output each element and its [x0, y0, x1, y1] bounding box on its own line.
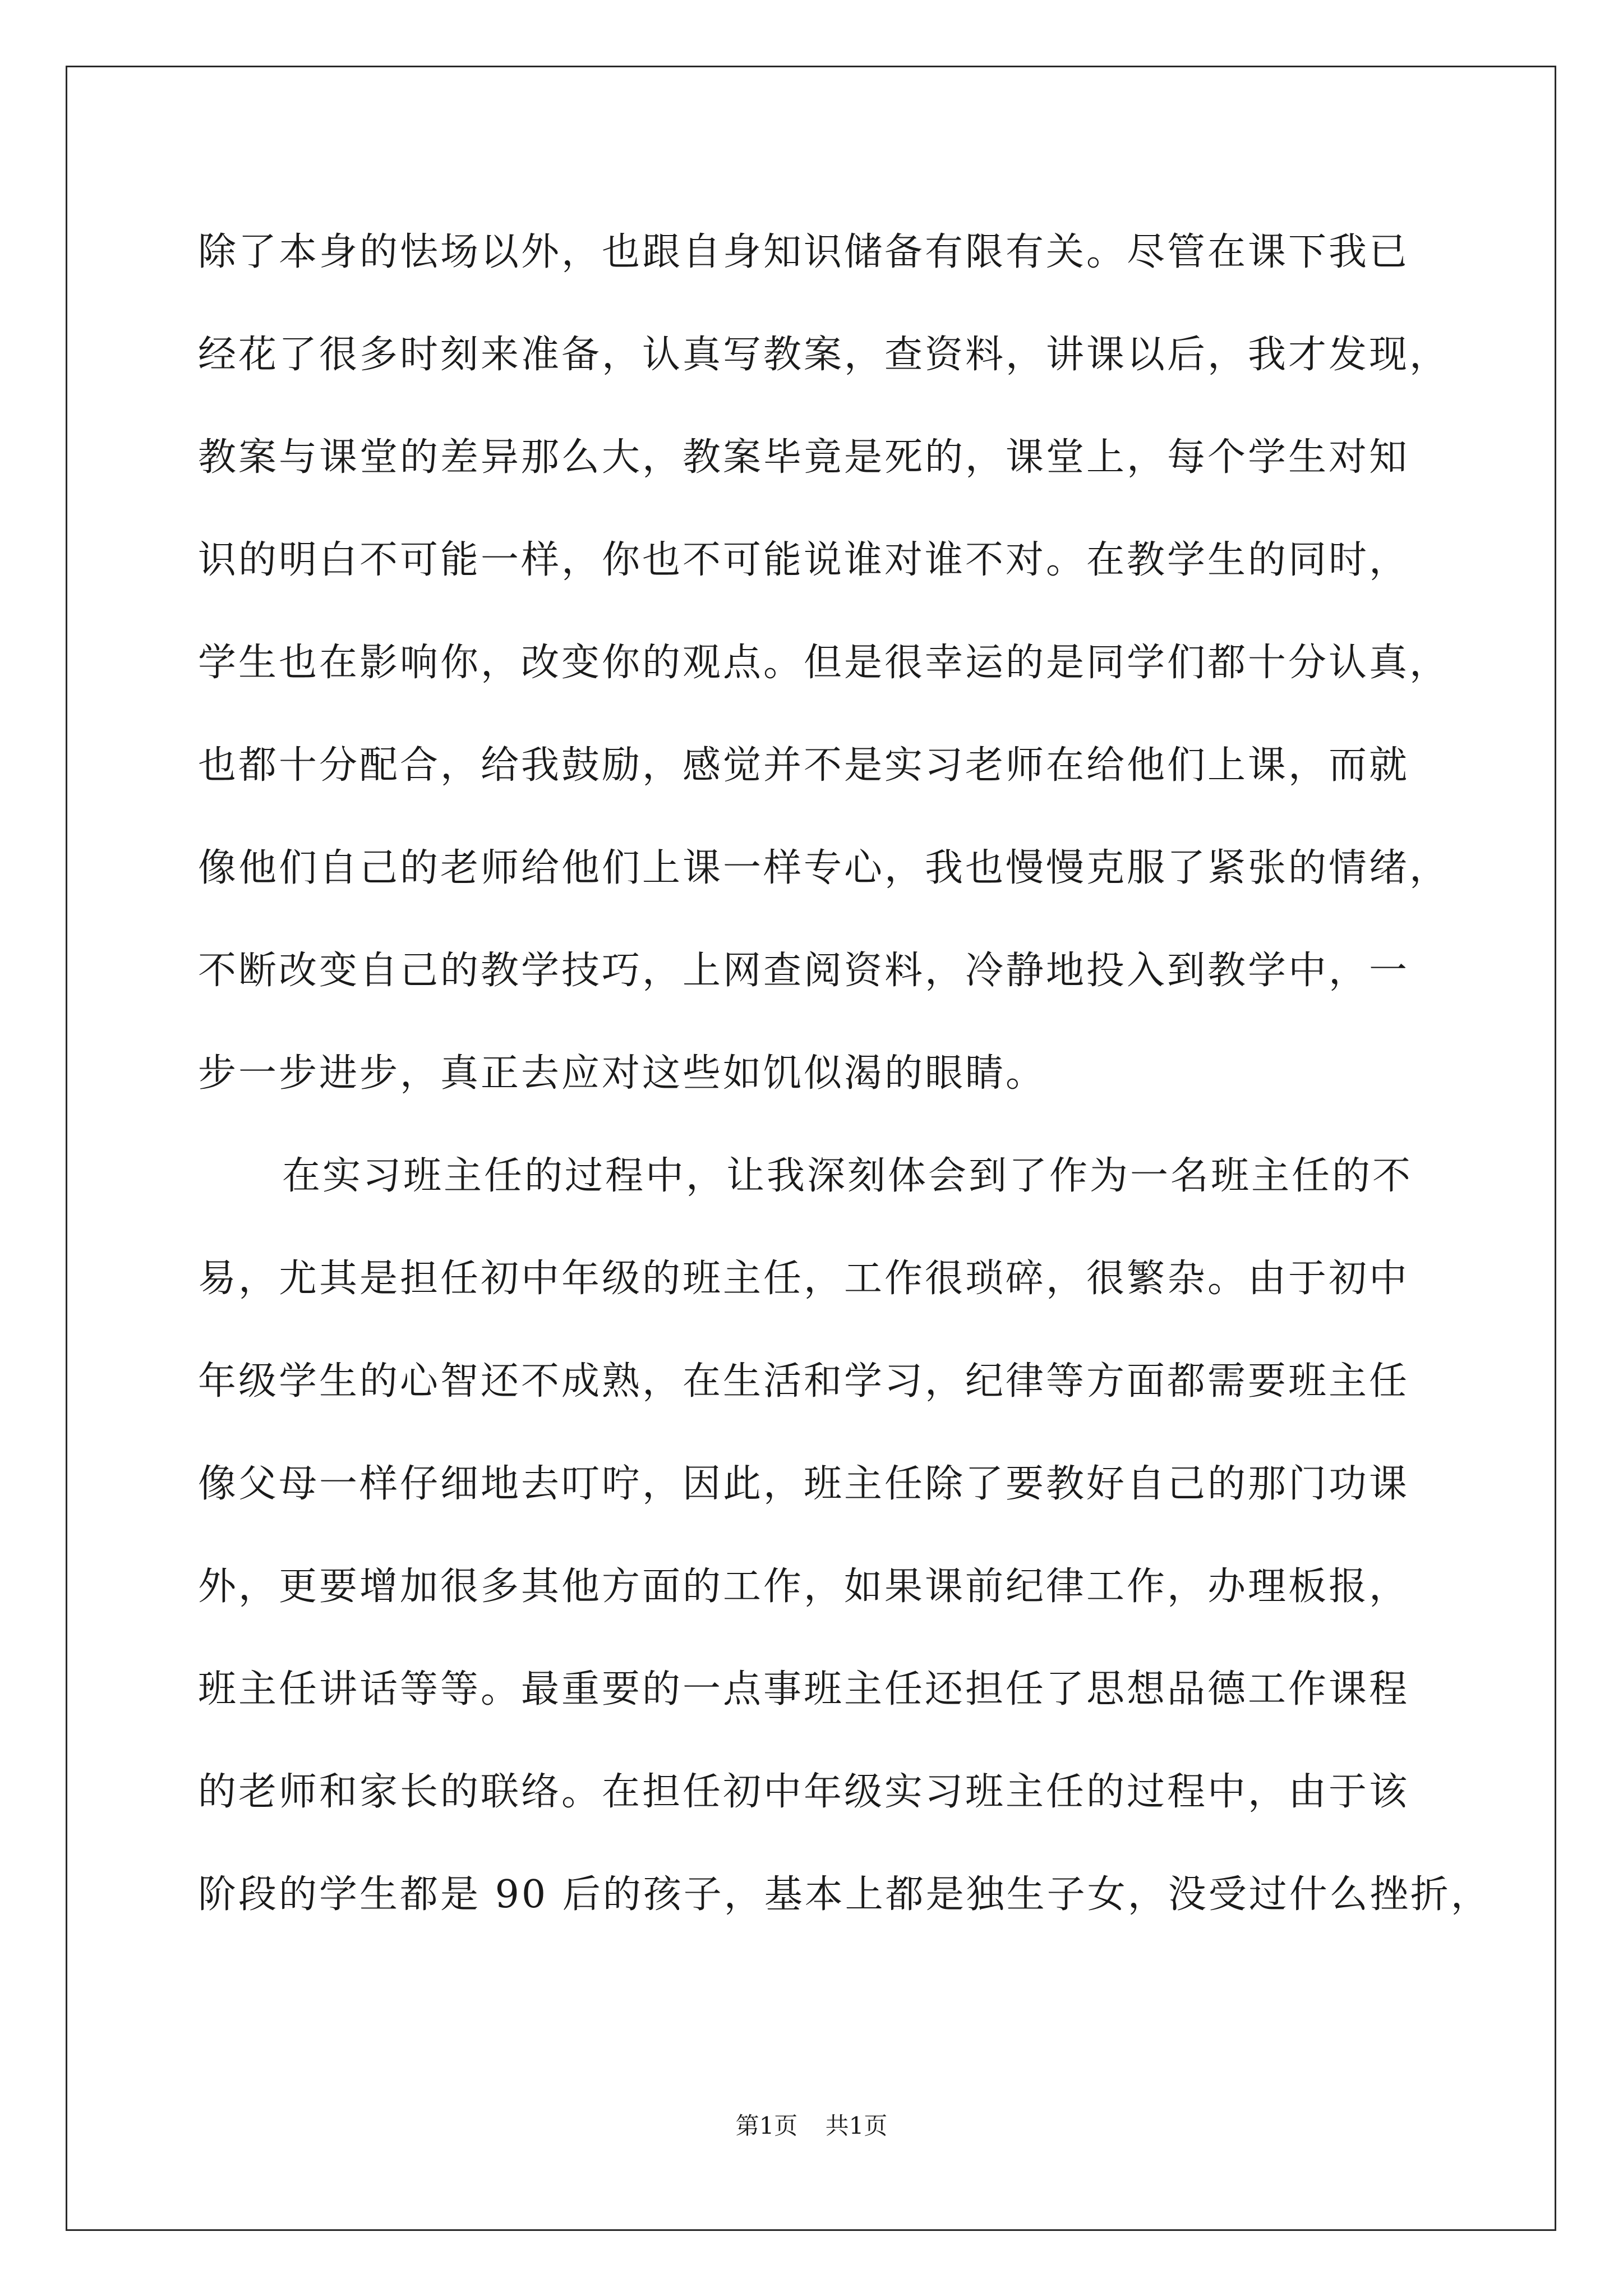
text-line: 年级学生的心智还不成熟，在生活和学习，纪律等方面都需要班主任	[198, 1359, 1410, 1404]
page-total: 共1页	[825, 2112, 888, 2139]
text-line: 识的明白不可能一样，你也不可能说谁对谁不对。在教学生的同时，	[198, 538, 1410, 582]
text-line: 外，更要增加很多其他方面的工作，如果课前纪律工作，办理板报，	[198, 1565, 1410, 1609]
text-line: 经花了很多时刻来准备，认真写教案，查资料，讲课以后，我才发现，	[198, 333, 1450, 377]
text-line: 不断改变自己的教学技巧，上网查阅资料，冷静地投入到教学中，一	[198, 949, 1410, 993]
text-line: 教案与课堂的差异那么大，教案毕竟是死的，课堂上，每个学生对知	[198, 435, 1410, 480]
text-line: 除了本身的怯场以外，也跟自身知识储备有限有关。尽管在课下我已	[198, 230, 1410, 274]
page-number: 第1页	[735, 2112, 798, 2139]
text-line: 像父母一样仔细地去叮咛，因此，班主任除了要教好自己的那门功课	[198, 1462, 1410, 1506]
text-line: 像他们自己的老师给他们上课一样专心，我也慢慢克服了紧张的情绪，	[198, 846, 1450, 890]
text-line: 也都十分配合，给我鼓励，感觉并不是实习老师在给他们上课，而就	[198, 743, 1410, 788]
text-line: 步一步进步，真正去应对这些如饥似渴的眼睛。	[198, 1051, 1046, 1096]
text-line: 易，尤其是担任初中年级的班主任，工作很琐碎，很繁杂。由于初中	[198, 1257, 1410, 1301]
text-line: 学生也在影响你，改变你的观点。但是很幸运的是同学们都十分认真，	[198, 641, 1450, 685]
text-line: 的老师和家长的联络。在担任初中年级实习班主任的过程中，由于该	[198, 1770, 1410, 1814]
text-line: 阶段的学生都是 90 后的孩子，基本上都是独生子女，没受过什么挫折，	[198, 1872, 1491, 1917]
page-footer	[0, 2109, 1623, 2143]
text-line: 班主任讲话等等。最重要的一点事班主任还担任了思想品德工作课程	[198, 1667, 1410, 1711]
paragraph-start-line: 在实习班主任的过程中，让我深刻体会到了作为一名班主任的不	[282, 1154, 1413, 1198]
